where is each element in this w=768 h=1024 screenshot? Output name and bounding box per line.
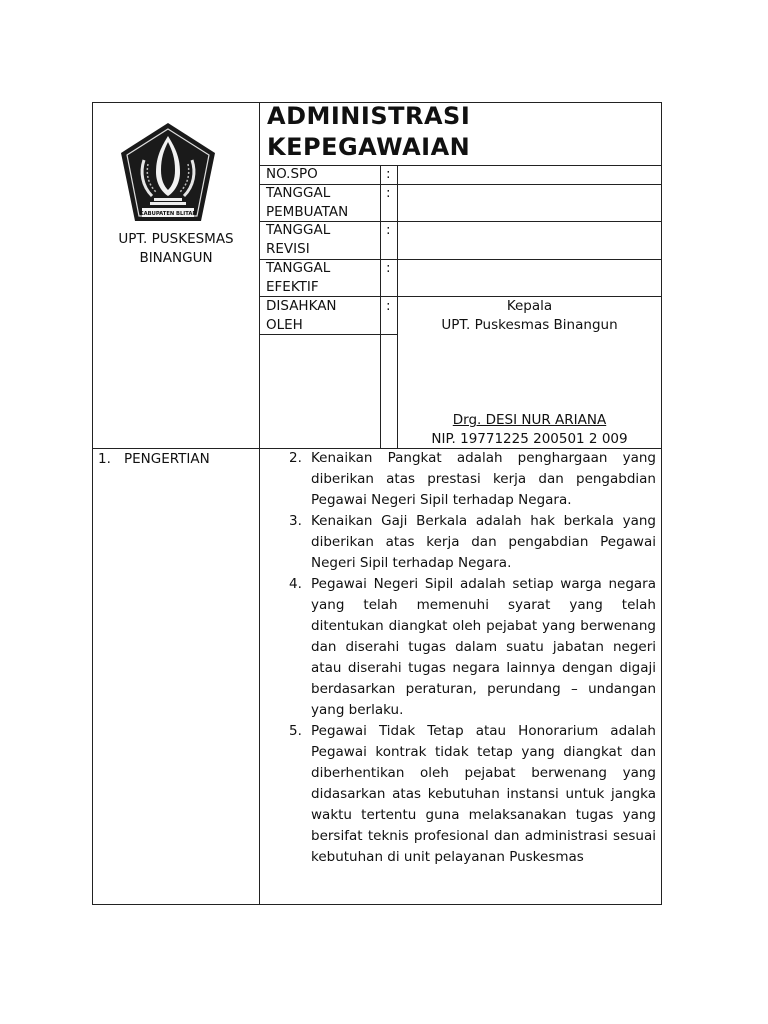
list-item-number: 3. (289, 513, 302, 529)
title-line2: KEPEGAWAIAN (267, 133, 471, 161)
row-efektif-label1: TANGGAL (266, 260, 331, 276)
row-disahkan-label2: OLEH (266, 317, 303, 333)
svg-text:KABUPATEN BLITAR: KABUPATEN BLITAR (139, 211, 197, 217)
row-nospo-sep: : (386, 166, 391, 182)
list-item-text: Kenaikan Pangkat adalah penghargaan yang diberikan atas prestasi kerja dan pengabdian Pegawai Negeri Sipil terhadap Negara. (311, 450, 656, 508)
list-item-text: Kenaikan Gaji Berkala adalah hak berkala yang diberikan atas kerja dan pengabdian Pegawai Negeri Sipil terhadap Negara. (311, 513, 656, 571)
row-revisi-label2: REVISI (266, 241, 310, 257)
row-disahkan-sep: : (386, 298, 391, 314)
list-item-number: 2. (289, 450, 302, 466)
row-revisi-label1: TANGGAL (266, 222, 331, 238)
approver-name-text: Drg. DESI NUR ARIANA (452, 412, 607, 428)
list-item (268, 448, 656, 511)
list-item (268, 511, 656, 574)
unit-name-line2: BINANGUN (139, 250, 213, 266)
table-border-right (661, 102, 662, 905)
document-title (267, 101, 470, 163)
list-item-number: 4. (289, 576, 302, 592)
row-pembuatan-label2: PEMBUATAN (266, 204, 349, 220)
list-item (268, 574, 656, 721)
list-item-text: Pegawai Tidak Tetap atau Honorarium adalah Pegawai kontrak tidak tetap yang diangkat dan diberhentikan oleh pejabat berwenang yang didasarkan atas kebutuhan instansi untuk jangka waktu tertentu guna melaksanakan tugas yang bersifat teknis profesional dan administrasi sesuai kebutuhan di unit pelayanan Puskesmas (311, 723, 656, 865)
unit-name (95, 230, 257, 268)
approver-nip: NIP. 19771225 200501 2 009 (431, 431, 628, 447)
grid-h-1 (259, 165, 662, 166)
row-nospo-label: NO.SPO (266, 166, 318, 182)
title-line1: ADMINISTRASI (267, 102, 471, 130)
approver-role: Kepala (506, 298, 553, 314)
row-pembuatan-sep: : (386, 185, 391, 201)
definition-list (268, 448, 656, 868)
row-disahkan-label1: DISAHKAN (266, 298, 337, 314)
section-number: 1. (98, 451, 111, 467)
table-border-bottom (92, 904, 662, 905)
row-pembuatan-label1: TANGGAL (266, 185, 331, 201)
list-item (268, 721, 656, 868)
approver-name (398, 411, 661, 430)
table-border-left (92, 102, 93, 905)
row-revisi-sep: : (386, 222, 391, 238)
row-efektif-sep: : (386, 260, 391, 276)
grid-v-sep-left (380, 165, 381, 448)
row-efektif-label2: EFEKTIF (266, 279, 319, 295)
unit-name-line1: UPT. PUSKESMAS (118, 231, 234, 247)
list-item-number: 5. (289, 723, 302, 739)
list-item-text: Pegawai Negeri Sipil adalah setiap warga negara yang telah memenuhi syarat yang telah ditentukan diangkat oleh pejabat yang berwenang dan diserahi tugas dalam suatu jabatan negeri atau diserahi tugas negara lainnya dengan digaji berdasarkan peraturan, perundang – undangan yang berlaku. (311, 576, 656, 718)
section-title: PENGERTIAN (124, 451, 210, 467)
kabupaten-blitar-emblem-icon (118, 120, 218, 226)
table-divider-main (259, 102, 260, 905)
approver-office: UPT. Puskesmas Binangun (441, 317, 618, 333)
